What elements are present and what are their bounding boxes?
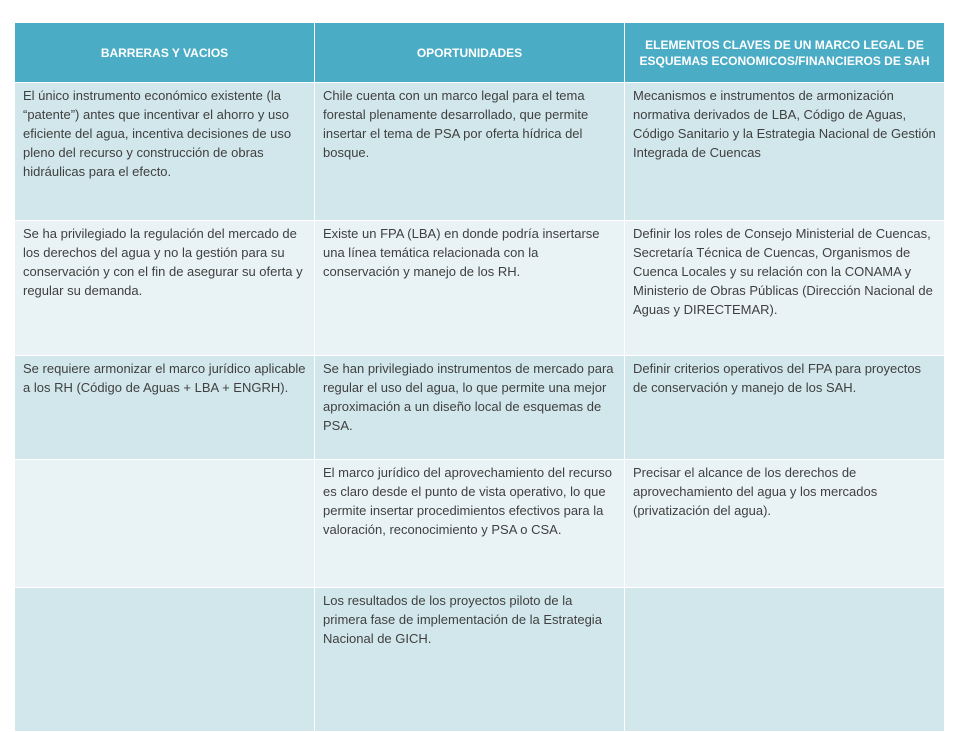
cell-elementos: Definir los roles de Consejo Ministerial de Cuencas, Secretaría Técnica de Cuencas, Organismos de Cuenca Locales y su relación con la CONAMA y Ministerio de Obras Públicas (Dirección Nacional de Aguas y DIRECTEMAR). xyxy=(625,221,945,356)
table-row xyxy=(15,356,945,460)
cell-elementos: Mecanismos e instrumentos de armonización normativa derivados de LBA, Código de Aguas, Código Sanitario y la Estrategia Nacional de Gestión Integrada de Cuencas xyxy=(625,83,945,221)
cell-oportunidades: Los resultados de los proyectos piloto de la primera fase de implementación de la Estrategia Nacional de GICH. xyxy=(315,588,625,732)
cell-oportunidades: Existe un FPA (LBA) en donde podría insertarse una línea temática relacionada con la conservación y manejo de los RH. xyxy=(315,221,625,356)
table-row xyxy=(15,588,945,732)
header-row xyxy=(15,23,945,83)
cell-elementos: Precisar el alcance de los derechos de aprovechamiento del agua y los mercados (privatización del agua). xyxy=(625,460,945,588)
header-barreras: BARRERAS Y VACIOS xyxy=(15,23,315,83)
table-row xyxy=(15,221,945,356)
table-container xyxy=(14,22,944,697)
cell-elementos xyxy=(625,588,945,732)
cell-barreras: Se ha privilegiado la regulación del mercado de los derechos del agua y no la gestión para su conservación y con el fin de asegurar su oferta y regular su demanda. xyxy=(15,221,315,356)
table-row xyxy=(15,83,945,221)
cell-elementos: Definir criterios operativos del FPA para proyectos de conservación y manejo de los SAH. xyxy=(625,356,945,460)
legal-framework-table xyxy=(14,22,945,732)
cell-oportunidades: El marco jurídico del aprovechamiento del recurso es claro desde el punto de vista operativo, lo que permite insertar procedimientos efectivos para la valoración, reconocimiento y PSA o CSA. xyxy=(315,460,625,588)
cell-barreras xyxy=(15,588,315,732)
cell-barreras: El único instrumento económico existente (la “patente”) antes que incentivar el ahorro y uso eficiente del agua, incentiva decisiones de uso pleno del recurso y construcción de obras hidráulicas para el efecto. xyxy=(15,83,315,221)
header-elementos-claves: ELEMENTOS CLAVES DE UN MARCO LEGAL DE ESQUEMAS ECONOMICOS/FINANCIEROS DE SAH xyxy=(625,23,945,83)
cell-oportunidades: Chile cuenta con un marco legal para el tema forestal plenamente desarrollado, que permite insertar el tema de PSA por oferta hídrica del bosque. xyxy=(315,83,625,221)
header-oportunidades: OPORTUNIDADES xyxy=(315,23,625,83)
cell-oportunidades: Se han privilegiado instrumentos de mercado para regular el uso del agua, lo que permite una mejor aproximación a un diseño local de esquemas de PSA. xyxy=(315,356,625,460)
cell-barreras: Se requiere armonizar el marco jurídico aplicable a los RH (Código de Aguas + LBA + ENGRH). xyxy=(15,356,315,460)
table-row xyxy=(15,460,945,588)
cell-barreras xyxy=(15,460,315,588)
